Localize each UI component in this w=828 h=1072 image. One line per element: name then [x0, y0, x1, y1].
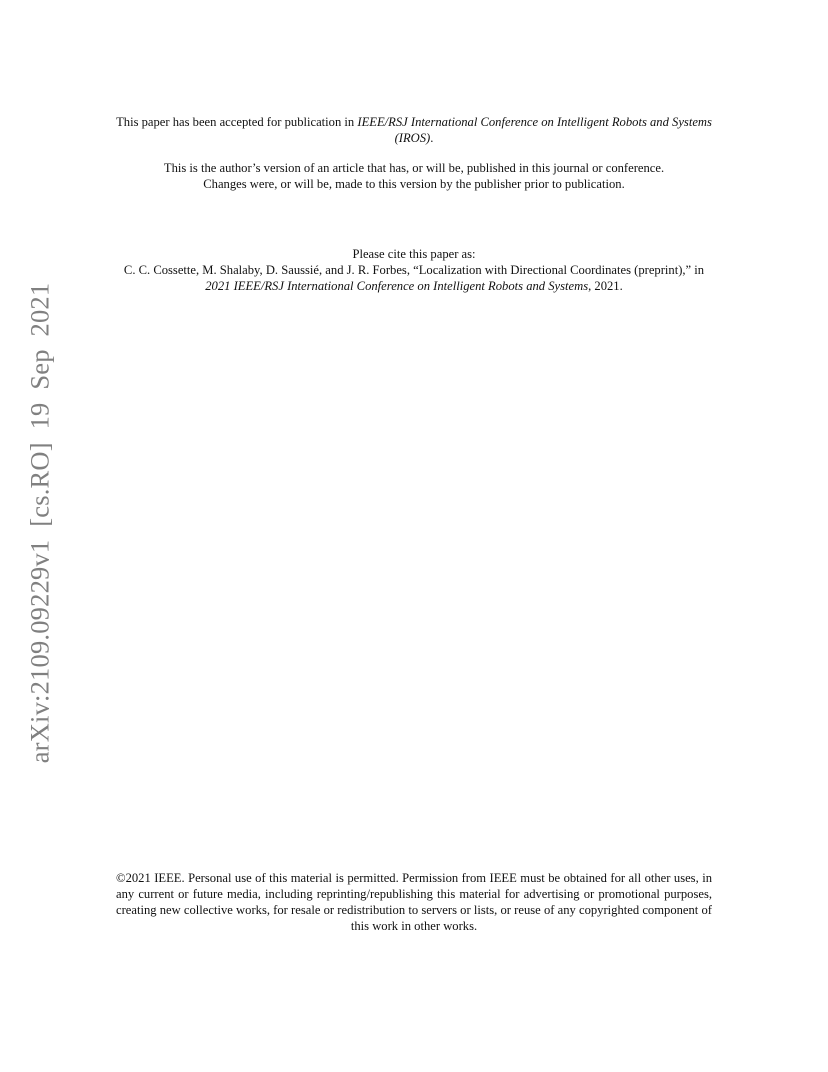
publication-notice: [110, 114, 718, 146]
version-line-1: This is the author’s version of an article that has, or will be, published in this journal or conference.: [163, 161, 665, 175]
citation-year: , 2021.: [588, 279, 623, 293]
accepted-prefix: This paper has been accepted for publication in: [116, 115, 358, 129]
copyright-notice: [116, 870, 712, 934]
citation-heading: Please cite this paper as:: [352, 247, 476, 261]
accepted-statement: [110, 114, 718, 146]
citation-venue: 2021 IEEE/RSJ International Conference on Intelligent Robots and Systems: [205, 279, 589, 293]
accepted-venue: IEEE/RSJ International Conference on Intelligent Robots and Systems (IROS): [357, 115, 712, 145]
author-version-notice: [110, 160, 718, 192]
citation-authors-title: C. C. Cossette, M. Shalaby, D. Saussié, and J. R. Forbes, “Localization with Directional Coordinates (preprint),” in: [123, 263, 705, 277]
citation-reference: [110, 262, 718, 294]
citation-block: [110, 246, 718, 294]
arxiv-identifier-stamp: arXiv:2109.09229v1 [cs.RO] 19 Sep 2021: [24, 282, 55, 764]
copyright-text: ©2021 IEEE. Personal use of this material is permitted. Permission from IEEE must be obtained for all other uses, in any current or future media, including reprinting/republishing this material for advertising or promotional purposes, creating new collective works, for resale or redistribution to servers or lists, or reuse of any copyrighted component of this work in other works.: [116, 871, 712, 933]
accepted-suffix: .: [430, 131, 434, 145]
version-line-2: Changes were, or will be, made to this version by the publisher prior to publication.: [203, 177, 625, 191]
